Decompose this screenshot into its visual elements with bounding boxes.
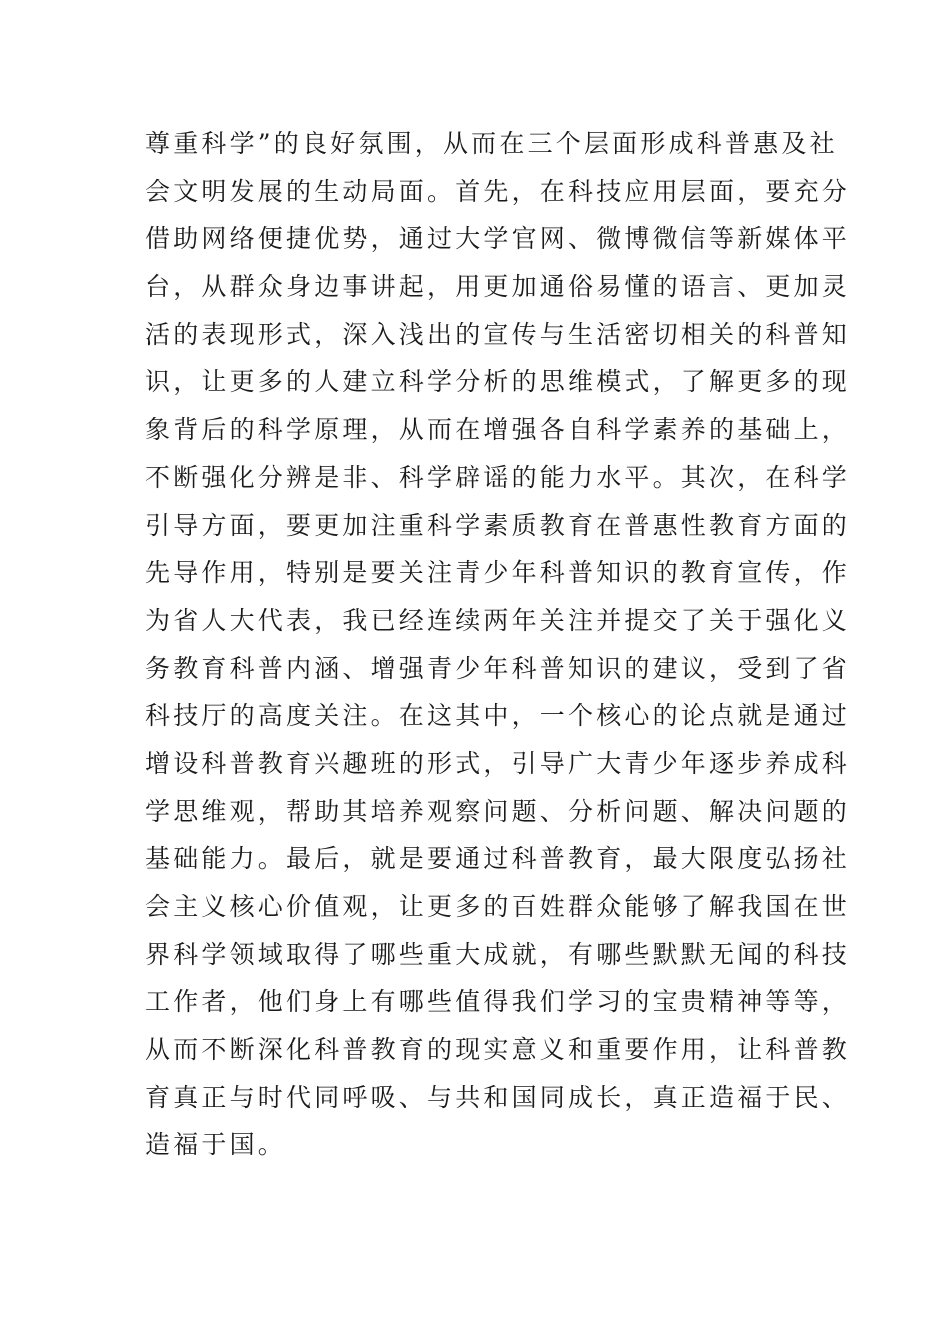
text-line: 科技厅的高度关注。在这其中，一个核心的论点就是通过 bbox=[145, 701, 851, 731]
text-line: 造福于国。 bbox=[145, 1130, 287, 1160]
text-line: 借助网络便捷优势，通过大学官网、微博微信等新媒体平 bbox=[145, 224, 851, 254]
text-line: 从而不断深化科普教育的现实意义和重要作用，让科普教 bbox=[145, 1035, 851, 1065]
text-line: 工作者，他们身上有哪些值得我们学习的宝贵精神等等， bbox=[145, 987, 851, 1017]
text-line: 尊重科学”的良好氛围，从而在三个层面形成科普惠及社 bbox=[145, 129, 838, 158]
text-line: 会主义核心价值观，让更多的百姓群众能够了解我国在世 bbox=[145, 892, 851, 921]
text-line: 界科学领域取得了哪些重大成就，有哪些默默无闻的科技 bbox=[145, 939, 851, 969]
text-line: 务教育科普内涵、增强青少年科普知识的建议，受到了省 bbox=[145, 653, 851, 683]
text-line: 识，让更多的人建立科学分析的思维模式，了解更多的现 bbox=[145, 367, 851, 397]
text-line: 象背后的科学原理，从而在增强各自科学素养的基础上， bbox=[145, 415, 851, 445]
text-line: 基础能力。最后，就是要通过科普教育，最大限度弘扬社 bbox=[145, 844, 851, 874]
text-line: 育真正与时代同呼吸、与共和国同成长，真正造福于民、 bbox=[145, 1082, 851, 1112]
text-line: 增设科普教育兴趣班的形式，引导广大青少年逐步养成科 bbox=[145, 748, 851, 778]
text-line: 为省人大代表，我已经连续两年关注并提交了关于强化义 bbox=[145, 605, 851, 635]
text-line: 引导方面，要更加注重科学素质教育在普惠性教育方面的 bbox=[145, 510, 851, 540]
text-line: 活的表现形式，深入浅出的宣传与生活密切相关的科普知 bbox=[145, 319, 851, 349]
text-line: 学思维观，帮助其培养观察问题、分析问题、解决问题的 bbox=[145, 796, 851, 826]
text-line: 先导作用，特别是要关注青少年科普知识的教育宣传，作 bbox=[145, 558, 851, 588]
text-line: 台，从群众身边事讲起，用更加通俗易懂的语言、更加灵 bbox=[145, 272, 851, 302]
body-paragraph bbox=[145, 120, 851, 1169]
text-line: 不断强化分辨是非、科学辟谣的能力水平。其次，在科学 bbox=[145, 462, 851, 492]
text-line: 会文明发展的生动局面。首先，在科技应用层面，要充分 bbox=[145, 176, 851, 206]
